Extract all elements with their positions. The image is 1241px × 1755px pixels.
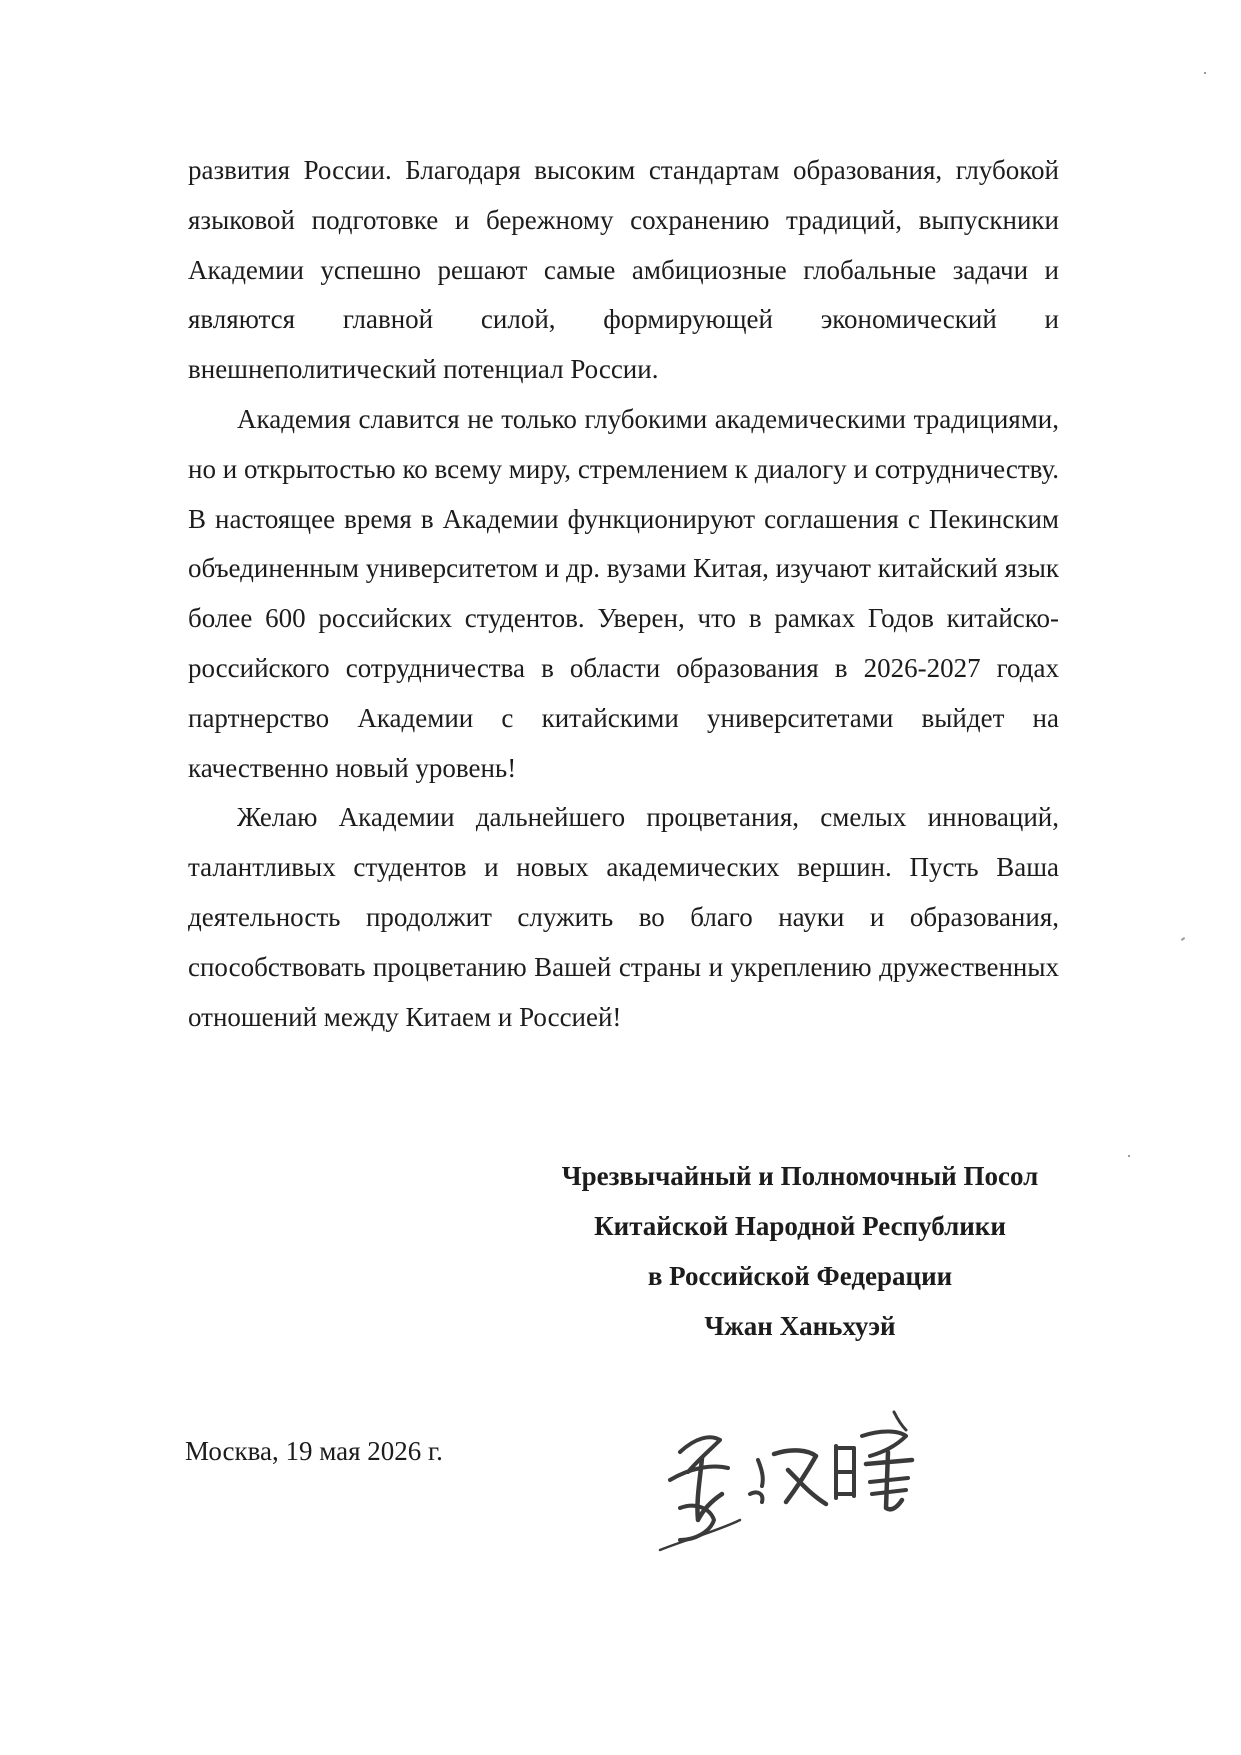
- signatory-title-line-3: в Российской Федерации: [647, 1261, 953, 1291]
- scan-speck: [1128, 1155, 1130, 1157]
- paragraph-3: Желаю Академии дальнейшего процветания, смелых инноваций, талантливых студентов и новых академических вершин. Пусть Ваша деятельность продолжит служить во благо науки и образования, способствовать процветанию Вашей страны и укреплению дружественных отношений между Китаем и Россией!: [188, 802, 1059, 1032]
- letter-body: [188, 146, 1059, 1042]
- signatory-name: Чжан Ханьхуэй: [704, 1311, 896, 1341]
- signatory-title-line-1: Чрезвычайный и Полномочный Посол: [561, 1161, 1039, 1191]
- place-and-date: Москва, 19 мая 2026 г.: [185, 1436, 443, 1466]
- signatory-block: [520, 1151, 1080, 1351]
- paragraph-1: развития России. Благодаря высоким стандартам образования, глубокой языковой подготовке и бережному сохранению традиций, выпускники Академии успешно решают самые амбициозные глобальные задачи и являются главной силой, формирующей экономический и внешнеполитический потенциал России.: [188, 155, 1059, 385]
- scan-speck: [1204, 72, 1206, 74]
- signatory-title-line-2: Китайской Народной Республики: [594, 1211, 1006, 1241]
- handwritten-signature: [640, 1390, 950, 1560]
- scan-speck: [1181, 937, 1185, 941]
- paragraph-2: Академия славится не только глубокими академическими традициями, но и открытостью ко всему миру, стремлением к диалогу и сотрудничеству. В настоящее время в Академии функционируют соглашения с Пекинским объединенным университетом и др. вузами Китая, изучают китайский язык более 600 российских студентов. Уверен, что в рамках Годов китайско-российского сотрудничества в области образования в 2026-2027 годах партнерство Академии с китайскими университетами выйдет на качественно новый уровень!: [188, 403, 1059, 783]
